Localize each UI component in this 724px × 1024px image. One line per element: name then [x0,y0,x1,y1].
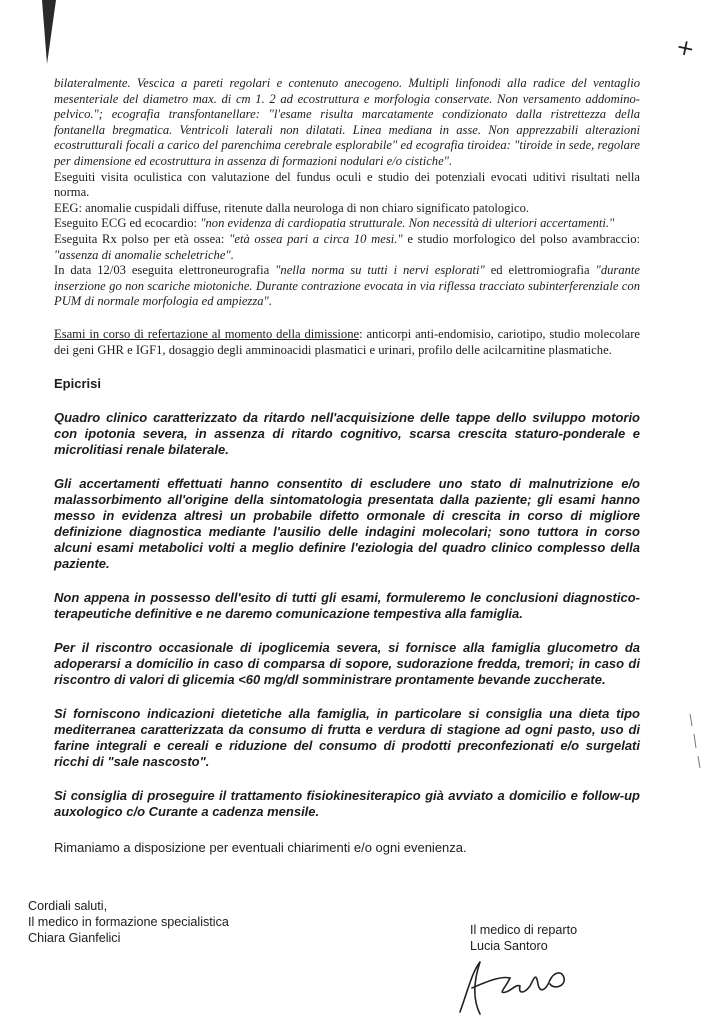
document-body [54,76,640,855]
handwritten-cross-mark: + [673,34,697,63]
report-paragraph [54,170,640,201]
scan-corner-mark [40,0,80,80]
report-text: Eseguito ECG ed ecocardio: [54,216,201,231]
epicrisi-paragraph: Per il riscontro occasionale di ipoglicemia severa, si fornisce alla famiglia glucometro da adoperarsi a domicilio in caso di comparsa di sopore, sudorazione fredda, tremori; in caso di riscontro di valori di glicemia <60 mg/dl somministrare prontamente bevande zuccherate. [54,639,640,687]
signature-left-line: Il medico in formazione specialistica [28,915,229,929]
report-paragraph [54,232,640,263]
section-heading-epicrisi: Epicrisi [54,376,101,392]
handwritten-signature [450,950,580,1020]
report-text: In data 12/03 eseguita elettroneurografia [54,263,276,278]
pending-exams-text: : anticorpi anti-endomisio, cariotipo, studio molecolare dei geni GHR e IGF1, dosaggio degli amminoacidi plasmatici e urinari, profilo delle acilcarnitine plasmatiche. [54,326,640,357]
quoted-finding: "non evidenza di cardiopatia strutturale. Non necessità di ulteriori accertamenti." [200,216,615,231]
epicrisi-paragraph: Gli accertamenti effettuati hanno consentito di escludere uno stato di malnutrizione e/o malassorbimento all'origine della sintomatologia presentata dalla paziente; gli esami hanno messo in evidenza altresì un probabile difetto ormonale di crescita in corso di migliore definizione diagnostica mediante l'ausilio delle indagini molecolari; sono tuttora in corso alcuni esami metabolici volti a meglio definire l'eziologia del quadro clinico complesso della paziente. [54,475,640,571]
signature-left-line: Cordiali saluti, [28,899,108,913]
report-paragraph [54,263,640,310]
report-text: ed elettromiografia [484,263,596,278]
quoted-finding: "nella norma su tutti i nervi esplorati" [275,263,485,278]
epicrisi-paragraph: Quadro clinico caratterizzato da ritardo nell'acquisizione delle tappe dello sviluppo motorio con ipotonia severa, in assenza di ritardo cognitivo, scarsa crescita staturo-ponderale e microlitiasi renale bilaterale. [54,409,640,457]
report-paragraph [54,216,640,232]
pending-exams-label: Esami in corso di refertazione al momento della dimissione [54,326,360,341]
closing-line: Rimaniamo a disposizione per eventuali chiarimenti e/o ogni evenienza. [54,839,467,855]
report-text: e studio morfologico del polso avambraccio: [402,231,641,246]
pending-exams-paragraph [54,327,640,358]
report-paragraph [54,76,640,170]
report-paragraph [54,201,640,217]
quoted-finding: "età ossea pari a circa 10 mesi." [229,231,403,246]
report-text: EEG: anomalie cuspidali diffuse, ritenute dalla neurologa di non chiaro significato patologico. [54,200,530,215]
report-text: Eseguiti visita oculistica con valutazione del fundus oculi e studio dei potenziali evocati uditivi risultati nella norma. [54,169,640,200]
epicrisi-paragraph: Si consiglia di proseguire il trattamento fisiokinesiterapico già avviato a domicilio e follow-up auxologico c/o Curante a cadenza mensile. [54,787,640,819]
signature-right-line: Il medico di reparto [470,923,578,937]
report-text: Eseguita Rx polso per età ossea: [54,231,230,246]
closing-signature-left [28,898,229,946]
signature-right-line: Lucia Santoro [470,939,548,953]
quoted-finding: "durante inserzione go non scariche miotoniche. Durante contrazione evocata in via riflessa tracciato subinterferenziale con PUM di normale morfologia ed ampiezza". [54,263,640,309]
epicrisi-paragraph: Non appena in possesso dell'esito di tutti gli esami, formuleremo le conclusioni diagnostico-terapeutiche definitive e ne daremo comunicazione tempestiva alla famiglia. [54,589,640,621]
quoted-finding: bilateralmente. Vescica a pareti regolari e contenuto anecogeno. Multipli linfonodi alla radice del ventaglio mesenteriale del diametro max. di cm 1. 2 ad ecostruttura e morfologia conservate. Non versamento addomino-pelvico."; ecografia transfontanellare: "l'esame risulta marcatamente condizionato dalla ristrettezza della fontanella bregmatica. Ventricoli laterali non dilatati. Linea mediana in asse. Non apprezzabili alterazioni ecostrutturali focali a carico del parenchima cerebrale esplorabile" ed ecografia tiroidea: "tiroide in sede, regolare per dimensione ed ecostruttura in assenza di formazioni nodulari e/o cistiche". [54,76,640,168]
epicrisi-paragraph: Si forniscono indicazioni dietetiche alla famiglia, in particolare si consiglia una dieta tipo mediterranea caratterizzata da consumo di frutta e verdura di stagione ad ogni pasto, uso di farine integrali e cereali e riduzione del consumo di prodotti preconfezionati e/o surgelati ricchi di "sale nascosto". [54,705,640,769]
scan-edge-marks [684,712,714,772]
quoted-finding: "assenza di anomalie scheletriche". [54,247,234,262]
signature-left-line: Chiara Gianfelici [28,931,121,945]
